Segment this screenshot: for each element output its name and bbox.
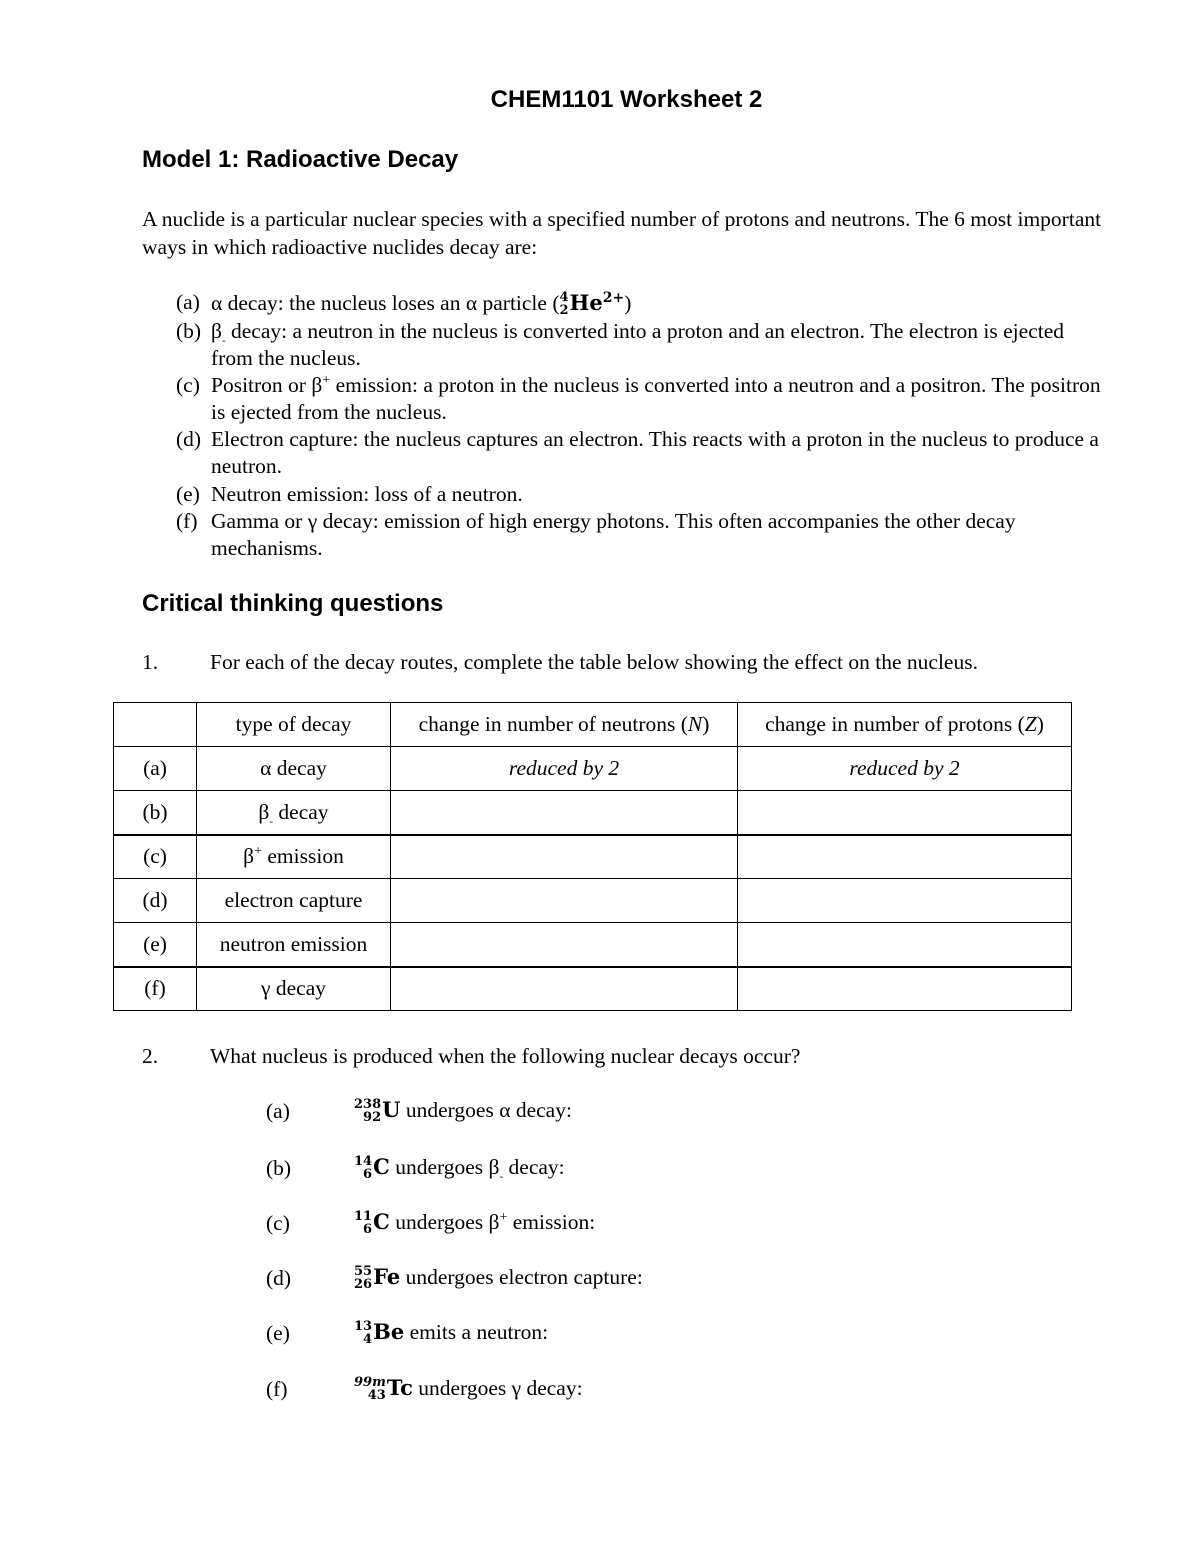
protons-cell[interactable] <box>738 879 1072 923</box>
item-text: Neutron emission: loss of a neutron. <box>211 482 523 506</box>
header-neutrons: change in number of neutrons (N) <box>391 703 738 747</box>
uranium-nuclide: 238 92 U <box>354 1097 401 1125</box>
item-text: Positron or β+ emission: a proton in the nucleus is converted into a neutron and a positron. The positron is ejected from the nucleus. <box>211 372 1101 424</box>
row-type: β+ emission <box>197 835 391 879</box>
row-label: (f) <box>114 967 197 1011</box>
part-a-text: 238 92 U undergoes α decay: <box>354 1097 572 1125</box>
row-type: electron capture <box>197 879 391 923</box>
item-label: (a) <box>176 290 200 314</box>
decay-item-a <box>142 289 1102 317</box>
row-type: γ decay <box>197 967 391 1011</box>
part-c-text: 11 6 C undergoes β+ emission: <box>354 1209 596 1237</box>
neutrons-cell[interactable] <box>391 791 738 835</box>
intro-paragraph: A nuclide is a particular nuclear species with a specified number of protons and neutrons. The 6 most important ways in which radioactive nuclides decay are: <box>142 207 1102 259</box>
decay-item-f <box>142 508 1102 562</box>
row-type: neutron emission <box>197 923 391 967</box>
protons-cell[interactable] <box>738 923 1072 967</box>
decay-item-d <box>142 426 1102 480</box>
question-1-number: 1. <box>142 650 159 674</box>
protons-cell[interactable] <box>738 835 1072 879</box>
item-label: (f) <box>176 509 198 533</box>
item-text: α decay: the nucleus loses an α particle ( 4 2 $He^{2+}$) <box>211 289 632 318</box>
row-label: (b) <box>114 791 197 835</box>
part-label: (b) <box>266 1156 292 1180</box>
protons-cell[interactable] <box>738 791 1072 835</box>
beryllium-nuclide: 13 4 Be <box>354 1319 405 1347</box>
neutrons-cell[interactable] <box>391 835 738 879</box>
row-type: $\beta_-$ decay <box>197 791 391 835</box>
part-label: (a) <box>266 1099 290 1123</box>
question-2-number: 2. <box>142 1044 159 1068</box>
part-label: (f) <box>266 1377 288 1401</box>
item-text: Electron capture: the nucleus captures an electron. This reacts with a proton in the nucleus to produce a neutron. <box>211 427 1099 478</box>
iron-nuclide: 55 26 Fe <box>354 1264 401 1292</box>
neutrons-cell[interactable] <box>391 923 738 967</box>
row-type: α decay <box>197 747 391 791</box>
decay-table <box>113 702 1072 1011</box>
row-label: (a) <box>114 747 197 791</box>
neutrons-cell[interactable] <box>391 879 738 923</box>
row-label: (c) <box>114 835 197 879</box>
protons-cell[interactable]: reduced by 2 <box>738 747 1072 791</box>
header-protons: change in number of protons (Z) <box>738 703 1072 747</box>
part-e-text: 13 4 Be emits a neutron: <box>354 1319 549 1347</box>
table-row <box>114 967 1072 1011</box>
neutrons-cell[interactable] <box>391 967 738 1011</box>
carbon-11-nuclide: 11 6 C <box>354 1209 390 1237</box>
part-label: (e) <box>266 1321 290 1345</box>
technetium-nuclide: 99m 43 Tc <box>354 1375 413 1403</box>
item-label: (e) <box>176 482 200 506</box>
decay-item-c <box>142 372 1102 426</box>
question-1-text: For each of the decay routes, complete the table below showing the effect on the nucleus. <box>210 650 978 674</box>
document-title: CHEM1101 Worksheet 2 <box>490 86 763 113</box>
row-label: (e) <box>114 923 197 967</box>
header-blank <box>114 703 197 747</box>
header-type: type of decay <box>197 703 391 747</box>
item-label: (c) <box>176 373 200 397</box>
critical-thinking-heading: Critical thinking questions <box>142 590 444 617</box>
carbon-14-nuclide: 14 6 C <box>354 1154 390 1182</box>
helium-nuclide: 4 2 $He^{2+}$ <box>559 289 625 318</box>
part-label: (d) <box>266 1266 292 1290</box>
table-row <box>114 923 1072 967</box>
part-f-text: 99m 43 Tc undergoes γ decay: <box>354 1375 583 1403</box>
question-2-text: What nucleus is produced when the following nuclear decays occur? <box>210 1044 801 1068</box>
neutrons-cell[interactable]: reduced by 2 <box>391 747 738 791</box>
item-label: (b) <box>176 319 202 343</box>
decay-item-e <box>142 481 1102 508</box>
table-row <box>114 879 1072 923</box>
table-row <box>114 791 1072 835</box>
model-heading: Model 1: Radioactive Decay <box>142 146 459 173</box>
item-label: (d) <box>176 427 202 451</box>
protons-cell[interactable] <box>738 967 1072 1011</box>
item-text: Gamma or γ decay: emission of high energy photons. This often accompanies the other decay mechanisms. <box>211 509 1016 560</box>
part-d-text: 55 26 Fe undergoes electron capture: <box>354 1264 643 1292</box>
part-label: (c) <box>266 1211 290 1235</box>
table-header-row <box>114 703 1072 747</box>
table-row <box>114 747 1072 791</box>
decay-item-b <box>142 318 1102 372</box>
row-label: (d) <box>114 879 197 923</box>
table-row <box>114 835 1072 879</box>
item-text: $\beta_-$ decay: a neutron in the nucleus is converted into a proton and an electron. The electron is ejected from the nucleus. <box>211 319 1065 370</box>
part-b-text: 14 6 C undergoes $\beta_-$ decay: <box>354 1154 565 1183</box>
